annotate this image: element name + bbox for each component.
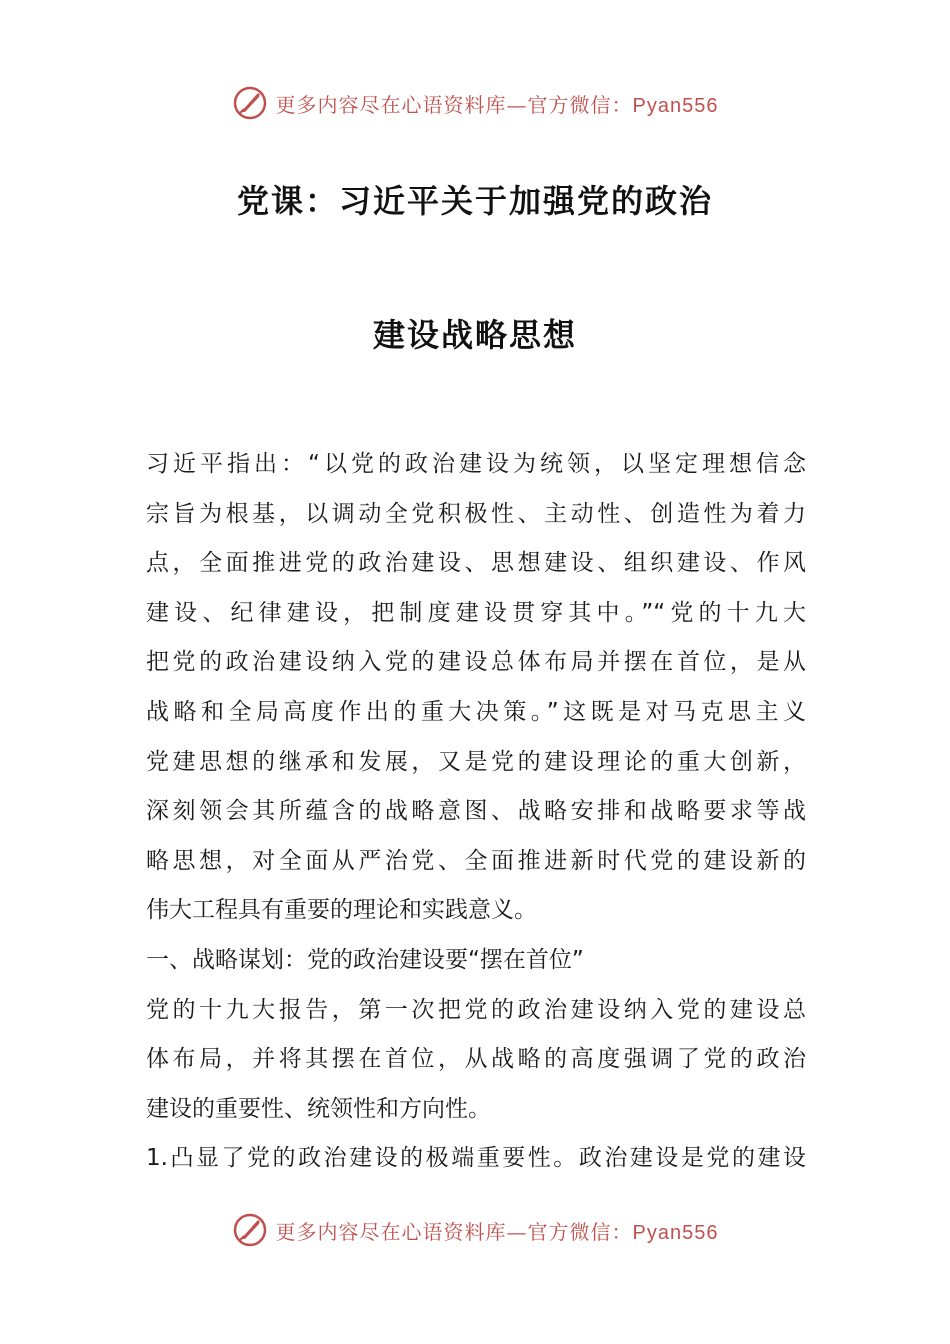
banner-account: Pyan556: [632, 1221, 719, 1244]
body-line: 党的十九大报告，第一次把党的政治建设纳入党的建设总: [146, 996, 806, 1023]
body-line: 习近平指出：“以党的政治建设为统领，以坚定理想信念: [146, 451, 806, 477]
body-line: 深刻领会其所蕴含的战略意图、战略安排和战略要求等战: [146, 798, 806, 825]
banner-text: [276, 89, 719, 118]
footer-banner: [0, 1208, 950, 1252]
body-line: 战略和全局高度作出的重大决策。”这既是对马克思主义: [146, 698, 806, 725]
document-title-line-1: 党课：习近平关于加强党的政治: [236, 182, 713, 220]
banner-account: Pyan556: [632, 94, 719, 117]
section-heading: 一、战略谋划：党的政治建设要“摆在首位”: [146, 946, 584, 973]
body-line: 点，全面推进党的政治建设、思想建设、组织建设、作风: [146, 550, 806, 577]
body-line: 把党的政治建设纳入党的建设总体布局并摆在首位，是从: [146, 649, 806, 676]
body-line: 略思想，对全面从严治党、全面推进新时代党的建设新的: [146, 847, 806, 874]
body-line: 伟大工程具有重要的理论和实践意义。: [146, 897, 537, 924]
header-banner: [0, 81, 950, 125]
body-line: 体布局，并将其摆在首位，从战略的高度强调了党的政治: [146, 1046, 806, 1073]
body-line: 党建思想的继承和发展，又是党的建设理论的重大创新，: [146, 748, 806, 775]
document-title-line-2: 建设战略思想: [372, 316, 577, 354]
document-body: [146, 440, 806, 1184]
banner-label: 更多内容尽在心语资料库—官方微信：: [275, 1219, 633, 1244]
body-line: 建设的重要性、统领性和方向性。: [146, 1095, 491, 1122]
body-line: 建设、纪律建设，把制度建设贯穿其中。”“党的十九大: [146, 599, 806, 626]
body-line: 1.凸显了党的政治建设的极端重要性。政治建设是党的建设: [146, 1145, 806, 1172]
banner-label: 更多内容尽在心语资料库—官方微信：: [275, 92, 633, 117]
pen-feather-logo-icon: [232, 85, 268, 121]
banner-text: [276, 1216, 719, 1245]
body-line: 宗旨为根基，以调动全党积极性、主动性、创造性为着力: [146, 500, 806, 527]
pen-feather-logo-icon: [232, 1212, 268, 1248]
